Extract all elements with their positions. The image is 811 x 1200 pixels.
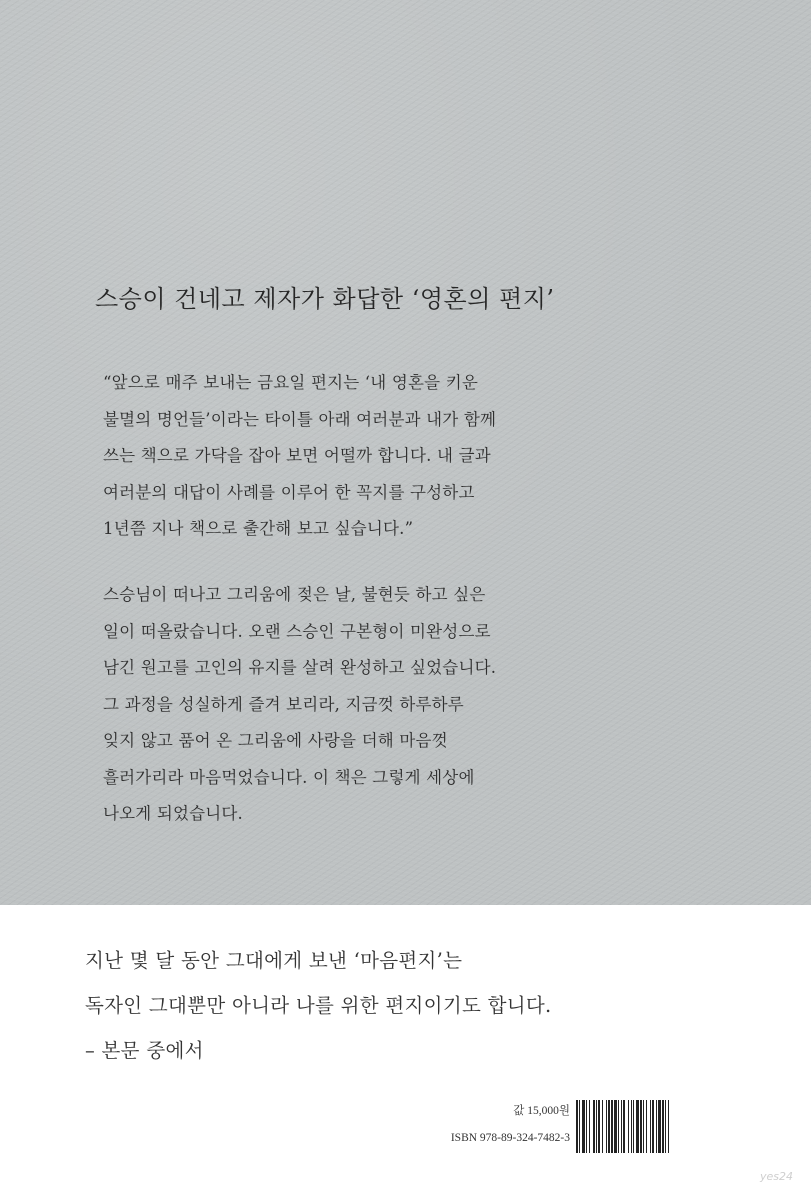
quote-paragraph (103, 365, 496, 548)
excerpt-line: 독자인 그대뿐만 아니라 나를 위한 편지이기도 합니다. (85, 994, 552, 1017)
excerpt-line: 지난 몇 달 동안 그대에게 보낸 ‘마음편지’는 (85, 949, 463, 972)
excerpt-quote (85, 938, 552, 1073)
body-line: 스승님이 떠나고 그리움에 젖은 날, 불현듯 하고 싶은 (103, 585, 486, 604)
body-line: 일이 떠올랐습니다. 오랜 스승인 구본형이 미완성으로 (103, 621, 491, 641)
quote-line: 쓰는 책으로 가닥을 잡아 보면 어떨까 합니다. 내 글과 (103, 446, 491, 465)
quote-line: 불멸의 명언들’이라는 타이틀 아래 여러분과 내가 함께 (103, 409, 497, 429)
quote-line: “앞으로 매주 보내는 금요일 편지는 ‘내 영혼을 키운 (103, 373, 478, 392)
body-line: 흘러가리라 마음먹었습니다. 이 책은 그렇게 세상에 (103, 767, 475, 787)
body-paragraph (103, 577, 496, 833)
body-line: 그 과정을 성실하게 즐겨 보리라, 지금껏 하루하루 (103, 694, 464, 714)
isbn-label: ISBN 978-89-324-7482-3 (450, 1132, 570, 1144)
headline: 스승이 건네고 제자가 화답한 ‘영혼의 편지’ (95, 285, 555, 313)
quote-line: 1년쯤 지나 책으로 출간해 보고 싶습니다.” (103, 519, 414, 538)
watermark-logo: yes24 (760, 1170, 794, 1183)
price-isbn-block (400, 1098, 570, 1152)
quote-line: 여러분의 대답이 사례를 이루어 한 꼭지를 구성하고 (103, 482, 475, 502)
excerpt-source: – 본문 중에서 (85, 1039, 204, 1062)
isbn-barcode (575, 1100, 722, 1153)
body-line: 나오게 되었습니다. (103, 804, 244, 823)
price-label: 값 15,000원 (513, 1105, 570, 1117)
body-line: 남긴 원고를 고인의 유지를 살려 완성하고 싶었습니다. (103, 658, 497, 677)
body-line: 잊지 않고 품어 온 그리움에 사랑을 더해 마음껏 (103, 731, 448, 750)
